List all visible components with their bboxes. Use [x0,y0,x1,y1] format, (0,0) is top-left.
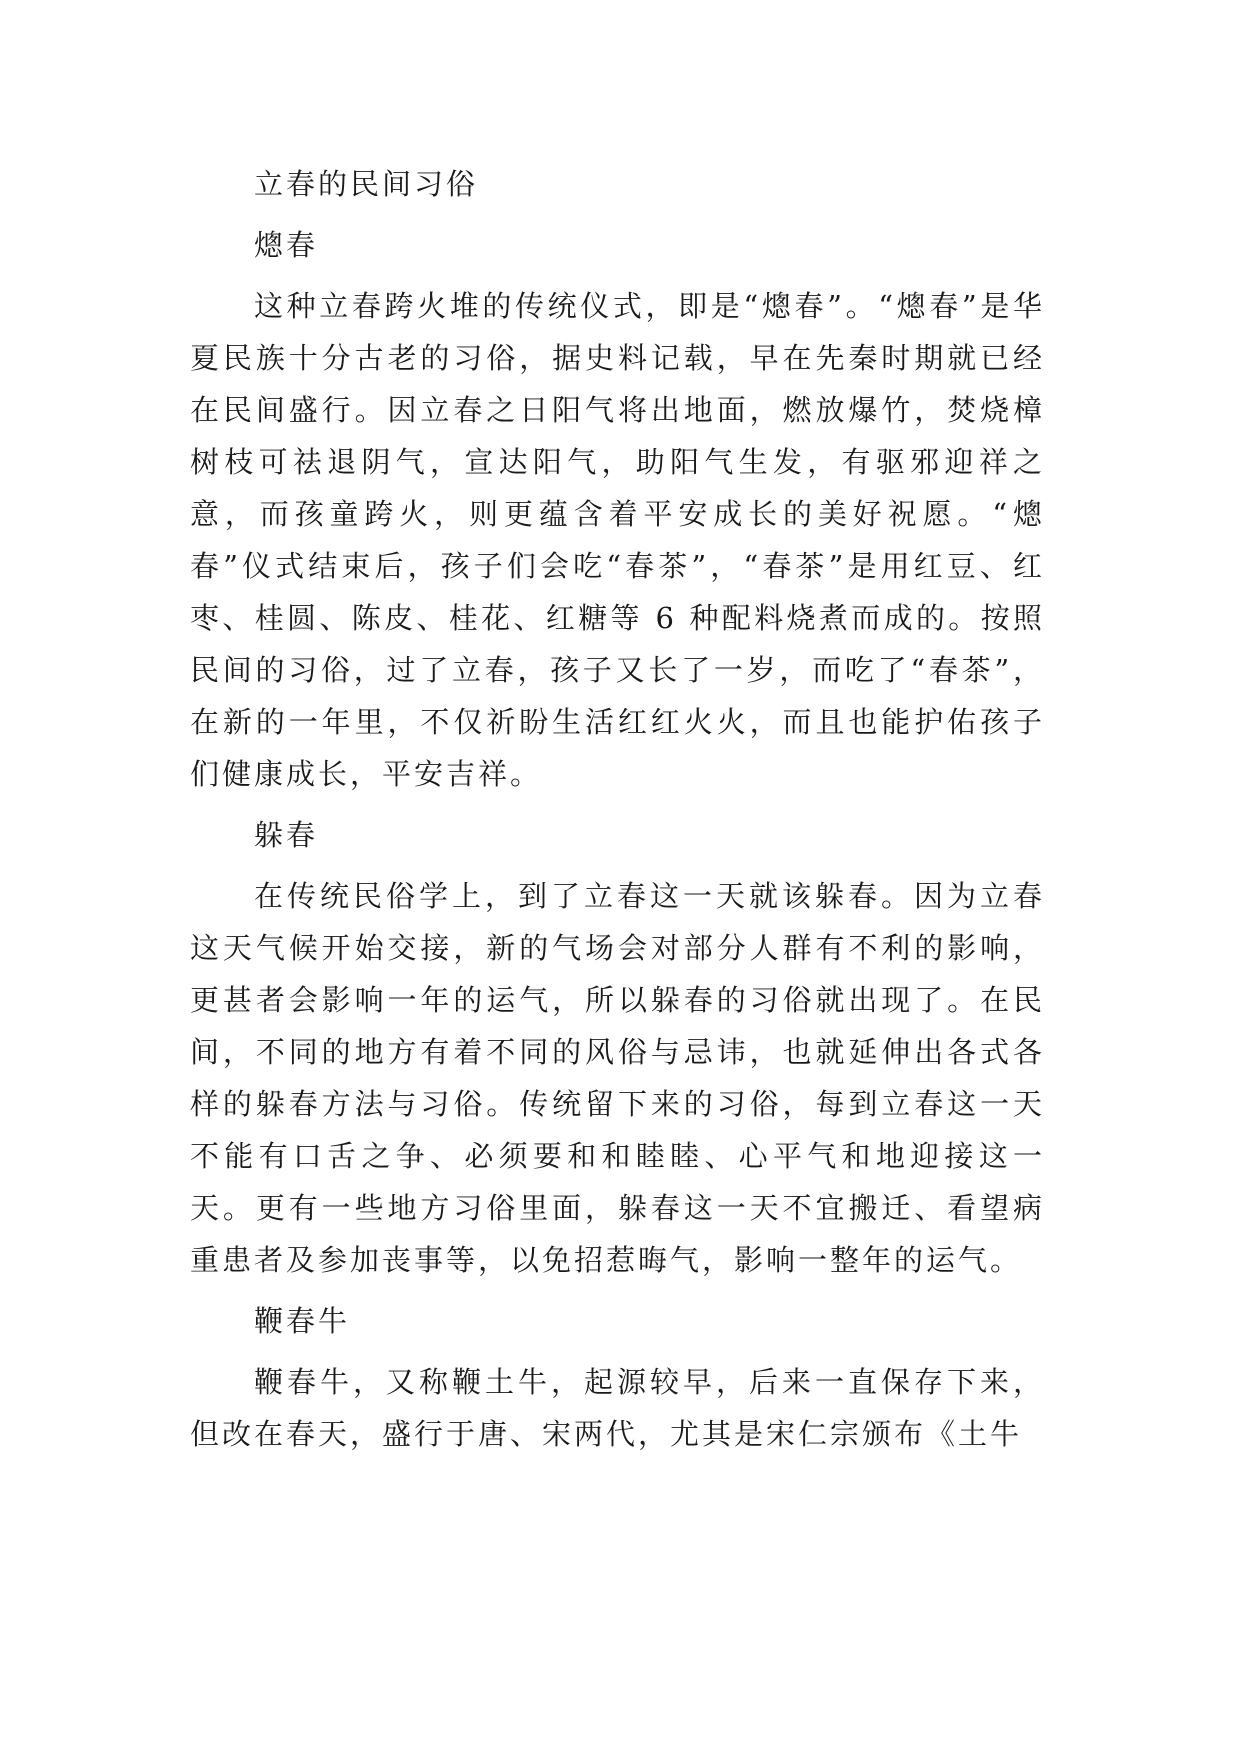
section-heading-tan-chun: 熜春 [254,228,319,262]
section-paragraph-bian-chun-niu: 鞭春牛，又称鞭土牛，起源较早，后来一直保存下来，但改在春天，盛行于唐、宋两代，尤其是宋仁宗颁布《土牛 [190,1365,1045,1451]
section-paragraph-tan-chun: 这种立春跨火堆的传统仪式，即是“熜春”。“熜春”是华夏民族十分古老的习俗，据史料记载，早在先秦时期就已经在民间盛行。因立春之日阳气将出地面，燃放爆竹，焚烧樟树枝可祛退阴气，宣达阳气，助阳气生发，有驱邪迎祥之意，而孩童跨火，则更蕴含着平安成长的美好祝愿。“熜春”仪式结束后，孩子们会吃“春茶”，“春茶”是用红豆、红枣、桂圆、陈皮、桂花、红糖等 6 种配料烧煮而成的。按照民间的习俗，过了立春，孩子又长了一岁，而吃了“春茶”，在新的一年里，不仅祈盼生活红红火火，而且也能护佑孩子们健康成长，平安吉祥。 [190,289,1045,791]
section-heading-duo-chun: 躲春 [254,818,319,852]
document-title: 立春的民间习俗 [254,167,479,201]
section-paragraph-duo-chun: 在传统民俗学上，到了立春这一天就该躲春。因为立春这天气候开始交接，新的气场会对部分人群有不利的影响，更甚者会影响一年的运气，所以躲春的习俗就出现了。在民间，不同的地方有着不同的风俗与忌讳，也就延伸出各式各样的躲春方法与习俗。传统留下来的习俗，每到立春这一天不能有口舌之争、必须要和和睦睦、心平气和地迎接这一天。更有一些地方习俗里面，躲春这一天不宜搬迁、看望病重患者及参加丧事等，以免招惹晦气，影响一整年的运气。 [190,879,1045,1277]
section-heading-bian-chun-niu: 鞭春牛 [254,1304,351,1338]
document-body [190,158,1045,1469]
